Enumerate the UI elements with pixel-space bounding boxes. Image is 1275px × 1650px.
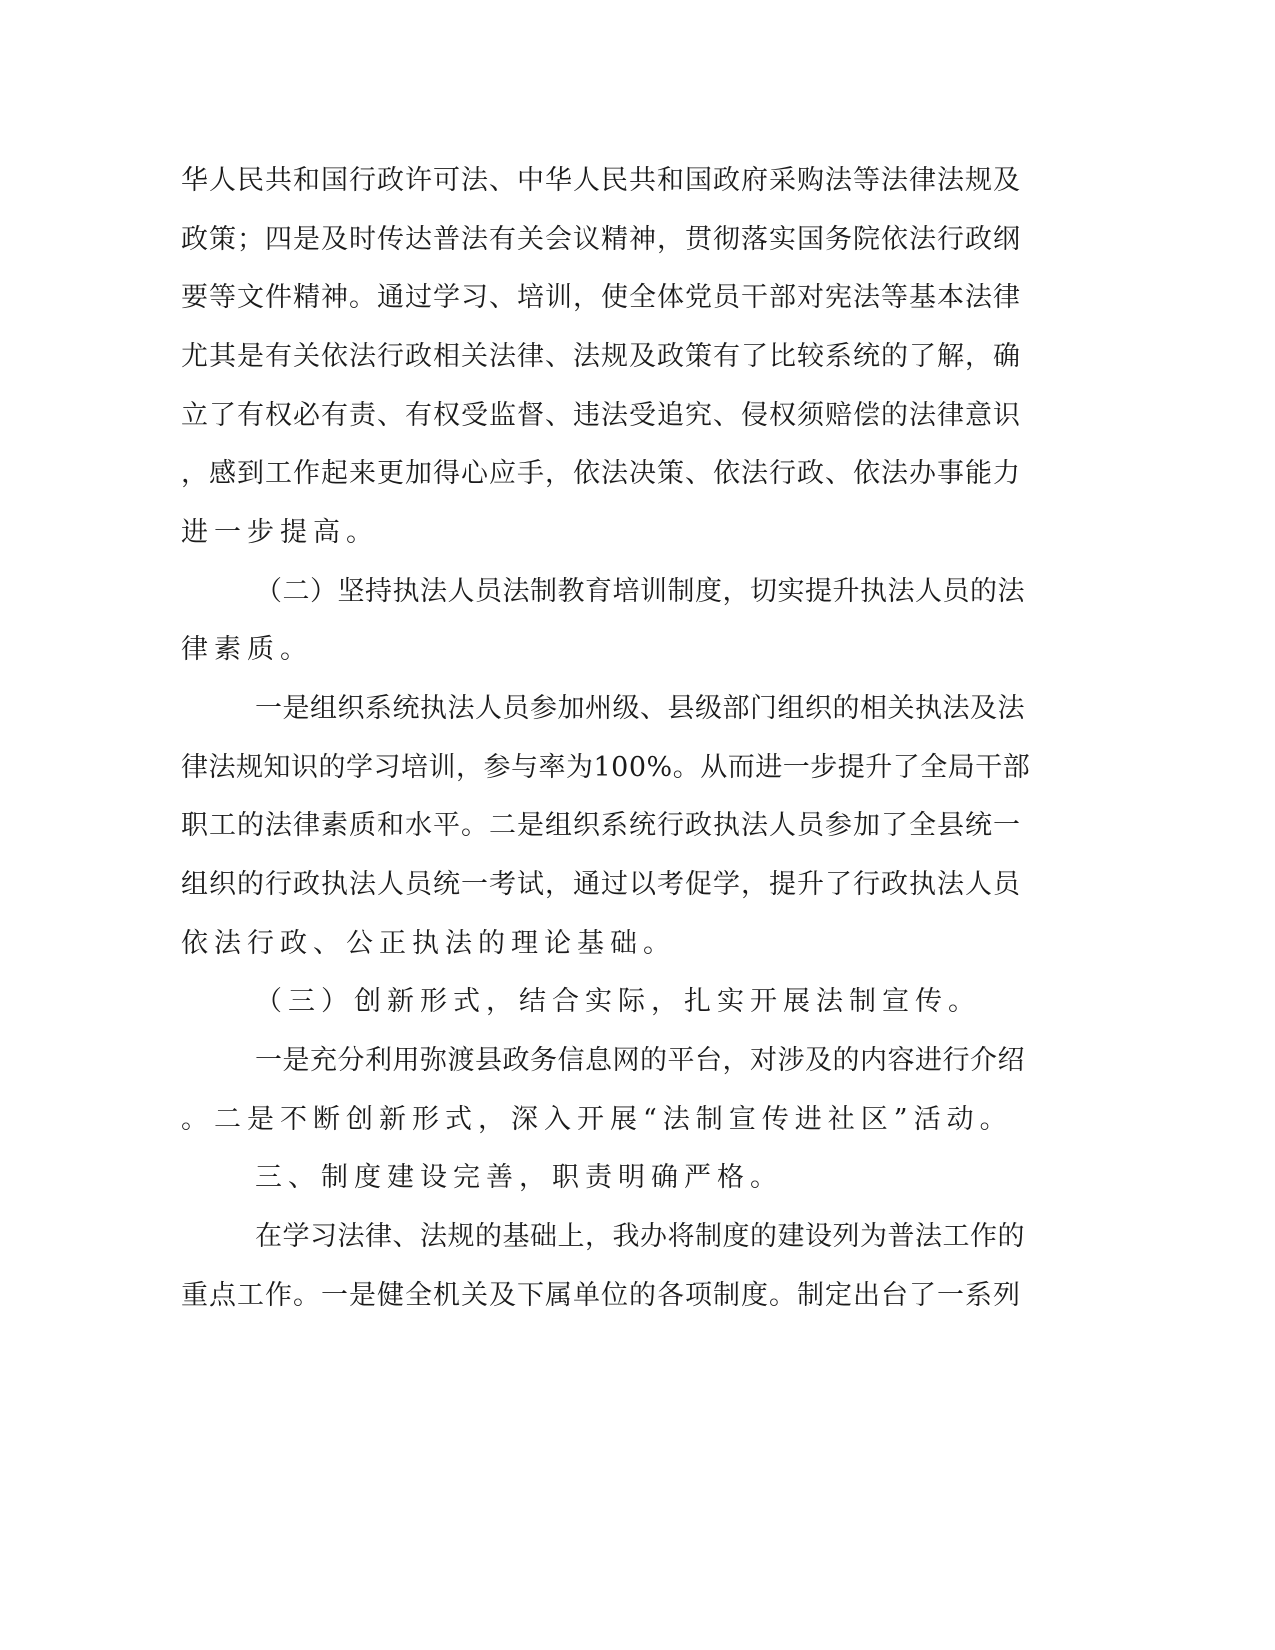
text-line: 重点工作。一是健全机关及下属单位的各项制度。制定出台了一系列: [181, 1280, 1021, 1311]
text-line: 一是充分利用弥渡县政务信息网的平台，对涉及的内容进行介绍: [255, 1045, 1025, 1076]
text-line: 尤其是有关依法行政相关法律、法规及政策有了比较系统的了解，确: [181, 341, 1021, 372]
text-line: 组织的行政执法人员统一考试，通过以考促学，提升了行政执法人员: [181, 869, 1021, 900]
text-line: 进一步提高。: [181, 517, 379, 548]
text-line: 职工的法律素质和水平。二是组织系统行政执法人员参加了全县统一: [181, 810, 1021, 841]
text-line: 律法规知识的学习培训，参与率为100%。从而进一步提升了全局干部: [181, 752, 1031, 783]
text-line: 。二是不断创新形式，深入开展“法制宣传进社区”活动。: [181, 1104, 1013, 1135]
text-line: 在学习法律、法规的基础上，我办将制度的建设列为普法工作的: [255, 1221, 1025, 1252]
text-line: 三、制度建设完善，职责明确严格。: [255, 1162, 783, 1193]
text-line: 政策；四是及时传达普法有关会议精神，贯彻落实国务院依法行政纲: [181, 224, 1021, 255]
text-line: 立了有权必有责、有权受监督、违法受追究、侵权须赔偿的法律意识: [181, 400, 1021, 431]
text-line: 一是组织系统执法人员参加州级、县级部门组织的相关执法及法: [255, 693, 1025, 724]
text-line: （三）创新形式，结合实际，扎实开展法制宣传。: [255, 986, 981, 1017]
text-line: ，感到工作起来更加得心应手，依法决策、依法行政、依法办事能力: [181, 458, 1021, 489]
text-line: 要等文件精神。通过学习、培训，使全体党员干部对宪法等基本法律: [181, 282, 1021, 313]
text-line: （二）坚持执法人员法制教育培训制度，切实提升执法人员的法: [255, 576, 1025, 607]
text-line: 依法行政、公正执法的理论基础。: [181, 928, 676, 959]
text-line: 律素质。: [181, 634, 313, 665]
text-line: 华人民共和国行政许可法、中华人民共和国政府采购法等法律法规及: [181, 165, 1021, 196]
